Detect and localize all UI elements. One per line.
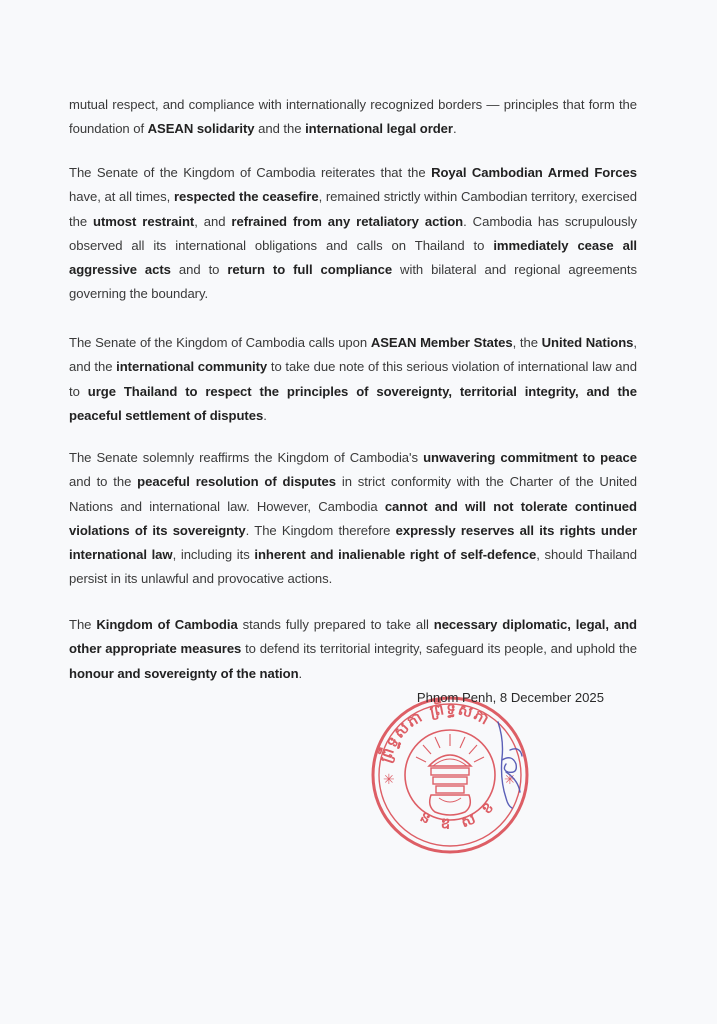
emphasis-text: honour and sovereignty of the nation <box>69 665 299 681</box>
emphasis-text: urge Thailand to respect the principles of sovereignty, territorial integrity, and the peaceful settlement of disputes <box>69 383 637 423</box>
body-text: and to the <box>69 474 138 490</box>
body-text: The Senate solemnly reaffirms the Kingdom of Cambodia's <box>69 450 424 466</box>
body-text: . <box>452 121 457 137</box>
signature-icon <box>490 720 530 810</box>
body-text: . Cambodia has scrupulously observed all its international obligations and calls on Thailand to <box>69 213 637 253</box>
paragraph <box>69 161 637 306</box>
svg-text:✳: ✳ <box>504 772 516 788</box>
emphasis-text: United Nations <box>541 335 634 351</box>
emphasis-text: expressly reserves all its rights under international law <box>69 522 637 562</box>
emphasis-text: international legal order <box>305 121 453 137</box>
body-text: to defend its territorial integrity, safeguard its people, and uphold the <box>241 641 637 657</box>
emphasis-text: Kingdom of Cambodia <box>96 617 238 633</box>
emphasis-text: respected the ceasefire <box>173 189 319 205</box>
emphasis-text: ASEAN Member States <box>370 335 513 351</box>
paragraph <box>69 446 637 591</box>
body-text: , the <box>512 335 542 351</box>
body-text: to take due note of this serious violation of international law and to <box>69 359 637 399</box>
body-text: , remained strictly within Cambodian territory, exercised the <box>69 189 637 229</box>
emphasis-text: peaceful resolution of disputes <box>137 474 336 490</box>
body-text: and the <box>254 121 306 137</box>
body-text: mutual respect, and compliance with internationally recognized borders — principles that form the foundation of <box>69 97 637 137</box>
emphasis-text: immediately cease all aggressive acts <box>69 237 637 277</box>
body-text: , and <box>194 213 232 229</box>
body-text: The <box>69 617 97 633</box>
body-text: with bilateral and regional agreements governing the boundary. <box>69 261 637 302</box>
paragraph <box>69 331 637 428</box>
body-text: stands fully prepared to take all <box>237 617 434 633</box>
dateline: Phnom Penh, 8 December 2025 <box>416 690 604 705</box>
emphasis-text: necessary diplomatic, legal, and other appropriate measures <box>69 617 637 657</box>
paragraph <box>69 93 637 141</box>
svg-text:✳: ✳ <box>383 772 395 788</box>
body-text: , including its <box>172 546 255 562</box>
svg-text:ន ឌ ស ខ: ន ឌ ស ខ <box>417 795 500 833</box>
emphasis-text: utmost restraint <box>93 213 195 229</box>
emphasis-text: inherent and inalienable right of self-defence <box>254 546 537 562</box>
body-text: , should Thailand persist in its unlawful and provocative actions. <box>69 546 638 587</box>
body-text: have, at all times, <box>69 189 174 205</box>
emphasis-text: Royal Cambodian Armed Forces <box>431 165 637 181</box>
svg-text:ព្រឹទ្ធសភា ព្រឹទ្ធសភា: ព្រឹទ្ធសភា ព្រឹទ្ធសភា <box>376 699 494 765</box>
body-text: The Senate of the Kingdom of Cambodia reiterates that the <box>69 165 432 181</box>
body-text: , and the <box>69 335 638 375</box>
body-text: The Senate of the Kingdom of Cambodia calls upon <box>69 335 371 351</box>
body-text: . <box>263 407 267 423</box>
paragraph <box>69 613 637 686</box>
emphasis-text: unwavering commitment to peace <box>423 450 637 466</box>
emphasis-text: return to full compliance <box>227 261 393 277</box>
body-text: in strict conformity with the Charter of the United Nations and international law. However, Cambodia <box>69 474 637 514</box>
emphasis-text: cannot and will not tolerate continued violations of its sovereignty <box>69 498 637 538</box>
emphasis-text: international community <box>116 359 268 375</box>
body-text: . <box>298 665 303 681</box>
body-text: and to <box>170 261 228 277</box>
emphasis-text: refrained from any retaliatory action <box>231 213 464 229</box>
body-text: . The Kingdom therefore <box>245 522 396 538</box>
emphasis-text: ASEAN solidarity <box>147 121 255 137</box>
